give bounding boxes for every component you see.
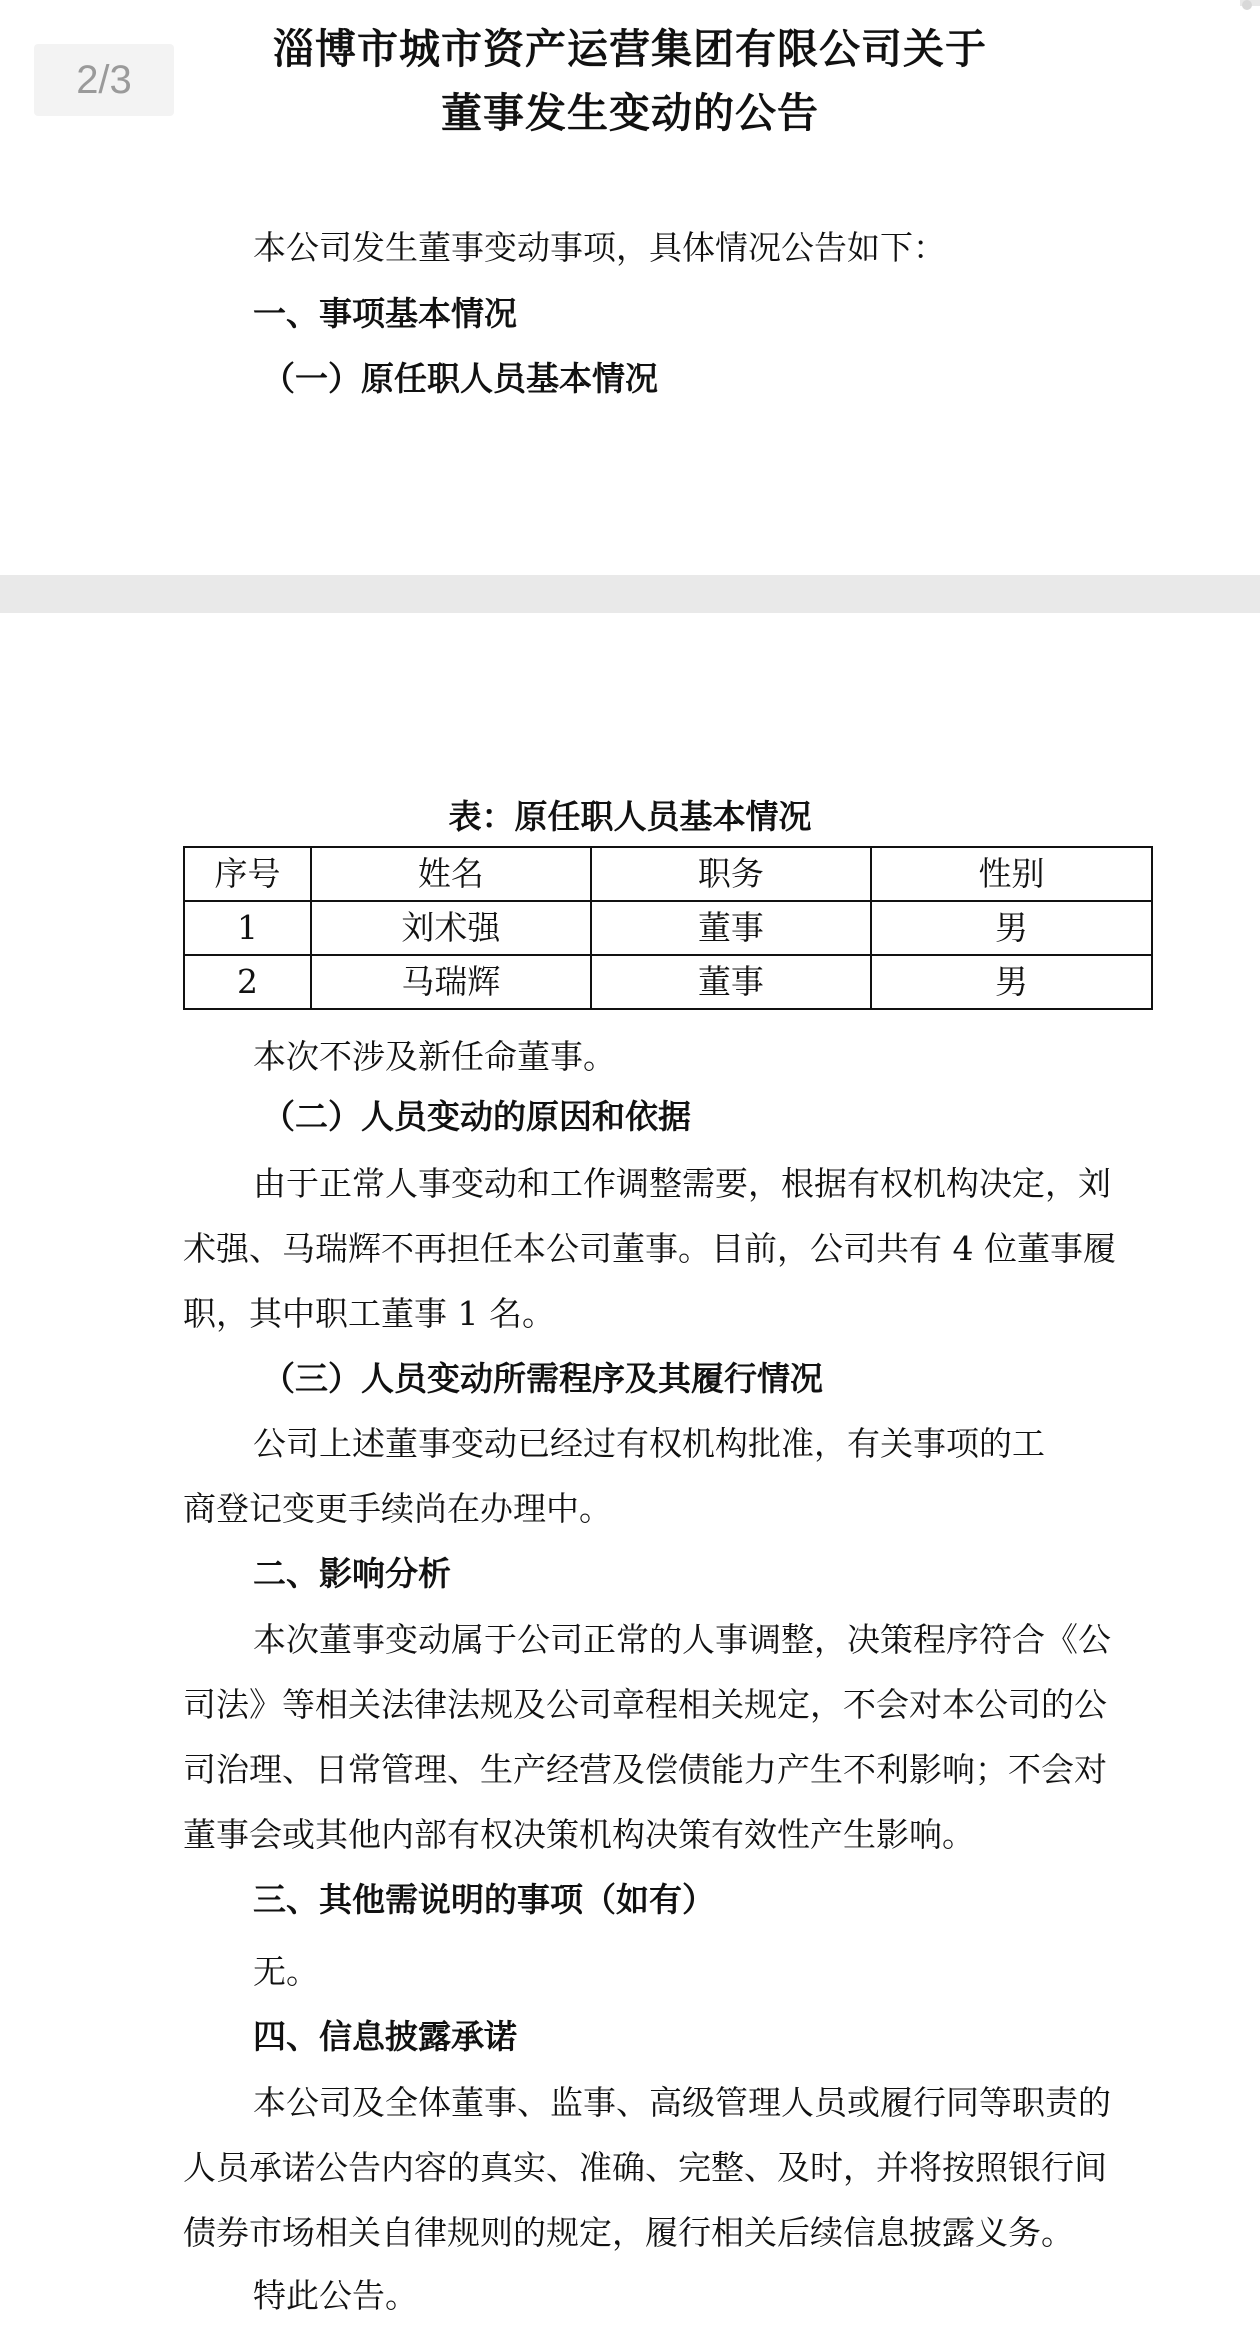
header-cell-index: 序号 (184, 847, 311, 901)
status-dot-icon (1242, 0, 1252, 10)
table-row (184, 955, 1152, 1009)
paragraph-line: 公司上述董事变动已经过有权机构批准，有关事项的工 (253, 1424, 1045, 1463)
document-title-line-1: 淄博市城市资产运营集团有限公司关于 (273, 25, 987, 73)
paragraph-line: 司法》等相关法律法规及公司章程相关规定，不会对本公司的公 (183, 1685, 1107, 1724)
cell-gender: 男 (871, 901, 1152, 955)
header-cell-position: 职务 (591, 847, 871, 901)
table-row (184, 901, 1152, 955)
table-header-row (184, 847, 1152, 901)
intro-paragraph: 本公司发生董事变动事项，具体情况公告如下： (253, 228, 946, 267)
subsection-3-heading: （三）人员变动所需程序及其履行情况 (262, 1359, 823, 1398)
subsection-1-heading: （一）原任职人员基本情况 (262, 359, 658, 398)
section-3-body: 无。 (253, 1952, 319, 1991)
paragraph-line: 由于正常人事变动和工作调整需要，根据有权机构决定，刘 (253, 1164, 1111, 1203)
cell-name: 刘术强 (311, 901, 591, 955)
cell-gender: 男 (871, 955, 1152, 1009)
personnel-table (183, 846, 1153, 1010)
page-indicator: 2/3 (34, 44, 174, 116)
cell-name: 马瑞辉 (311, 955, 591, 1009)
paragraph-line: 人员承诺公告内容的真实、准确、完整、及时，并将按照银行间 (183, 2148, 1107, 2187)
section-4-heading: 四、信息披露承诺 (253, 2017, 517, 2056)
paragraph-line: 本次董事变动属于公司正常的人事调整，决策程序符合《公 (253, 1620, 1111, 1659)
cell-index: 2 (184, 955, 311, 1009)
page-break-divider (0, 575, 1260, 613)
header-cell-name: 姓名 (311, 847, 591, 901)
paragraph-line: 术强、马瑞辉不再担任本公司董事。目前，公司共有 4 位董事履 (183, 1229, 1116, 1268)
no-new-appointment-text: 本次不涉及新任命董事。 (253, 1037, 616, 1076)
document-title-line-2: 董事发生变动的公告 (441, 89, 819, 137)
paragraph-line: 商登记变更手续尚在办理中。 (183, 1489, 612, 1528)
table-caption: 表：原任职人员基本情况 (448, 797, 812, 836)
cell-position: 董事 (591, 901, 871, 955)
paragraph-line: 董事会或其他内部有权决策机构决策有效性产生影响。 (183, 1815, 975, 1854)
cell-index: 1 (184, 901, 311, 955)
section-2-heading: 二、影响分析 (253, 1554, 451, 1593)
paragraph-line: 债券市场相关自律规则的规定，履行相关后续信息披露义务。 (183, 2213, 1074, 2252)
section-3-heading: 三、其他需说明的事项（如有） (253, 1880, 715, 1919)
paragraph-line: 职，其中职工董事 1 名。 (183, 1294, 555, 1333)
section-1-heading: 一、事项基本情况 (253, 294, 517, 333)
closing-text: 特此公告。 (253, 2276, 418, 2315)
paragraph-line: 本公司及全体董事、监事、高级管理人员或履行同等职责的 (253, 2083, 1111, 2122)
subsection-2-heading: （二）人员变动的原因和依据 (262, 1097, 691, 1136)
paragraph-line: 司治理、日常管理、生产经营及偿债能力产生不利影响；不会对 (183, 1750, 1107, 1789)
header-cell-gender: 性别 (871, 847, 1152, 901)
cell-position: 董事 (591, 955, 871, 1009)
